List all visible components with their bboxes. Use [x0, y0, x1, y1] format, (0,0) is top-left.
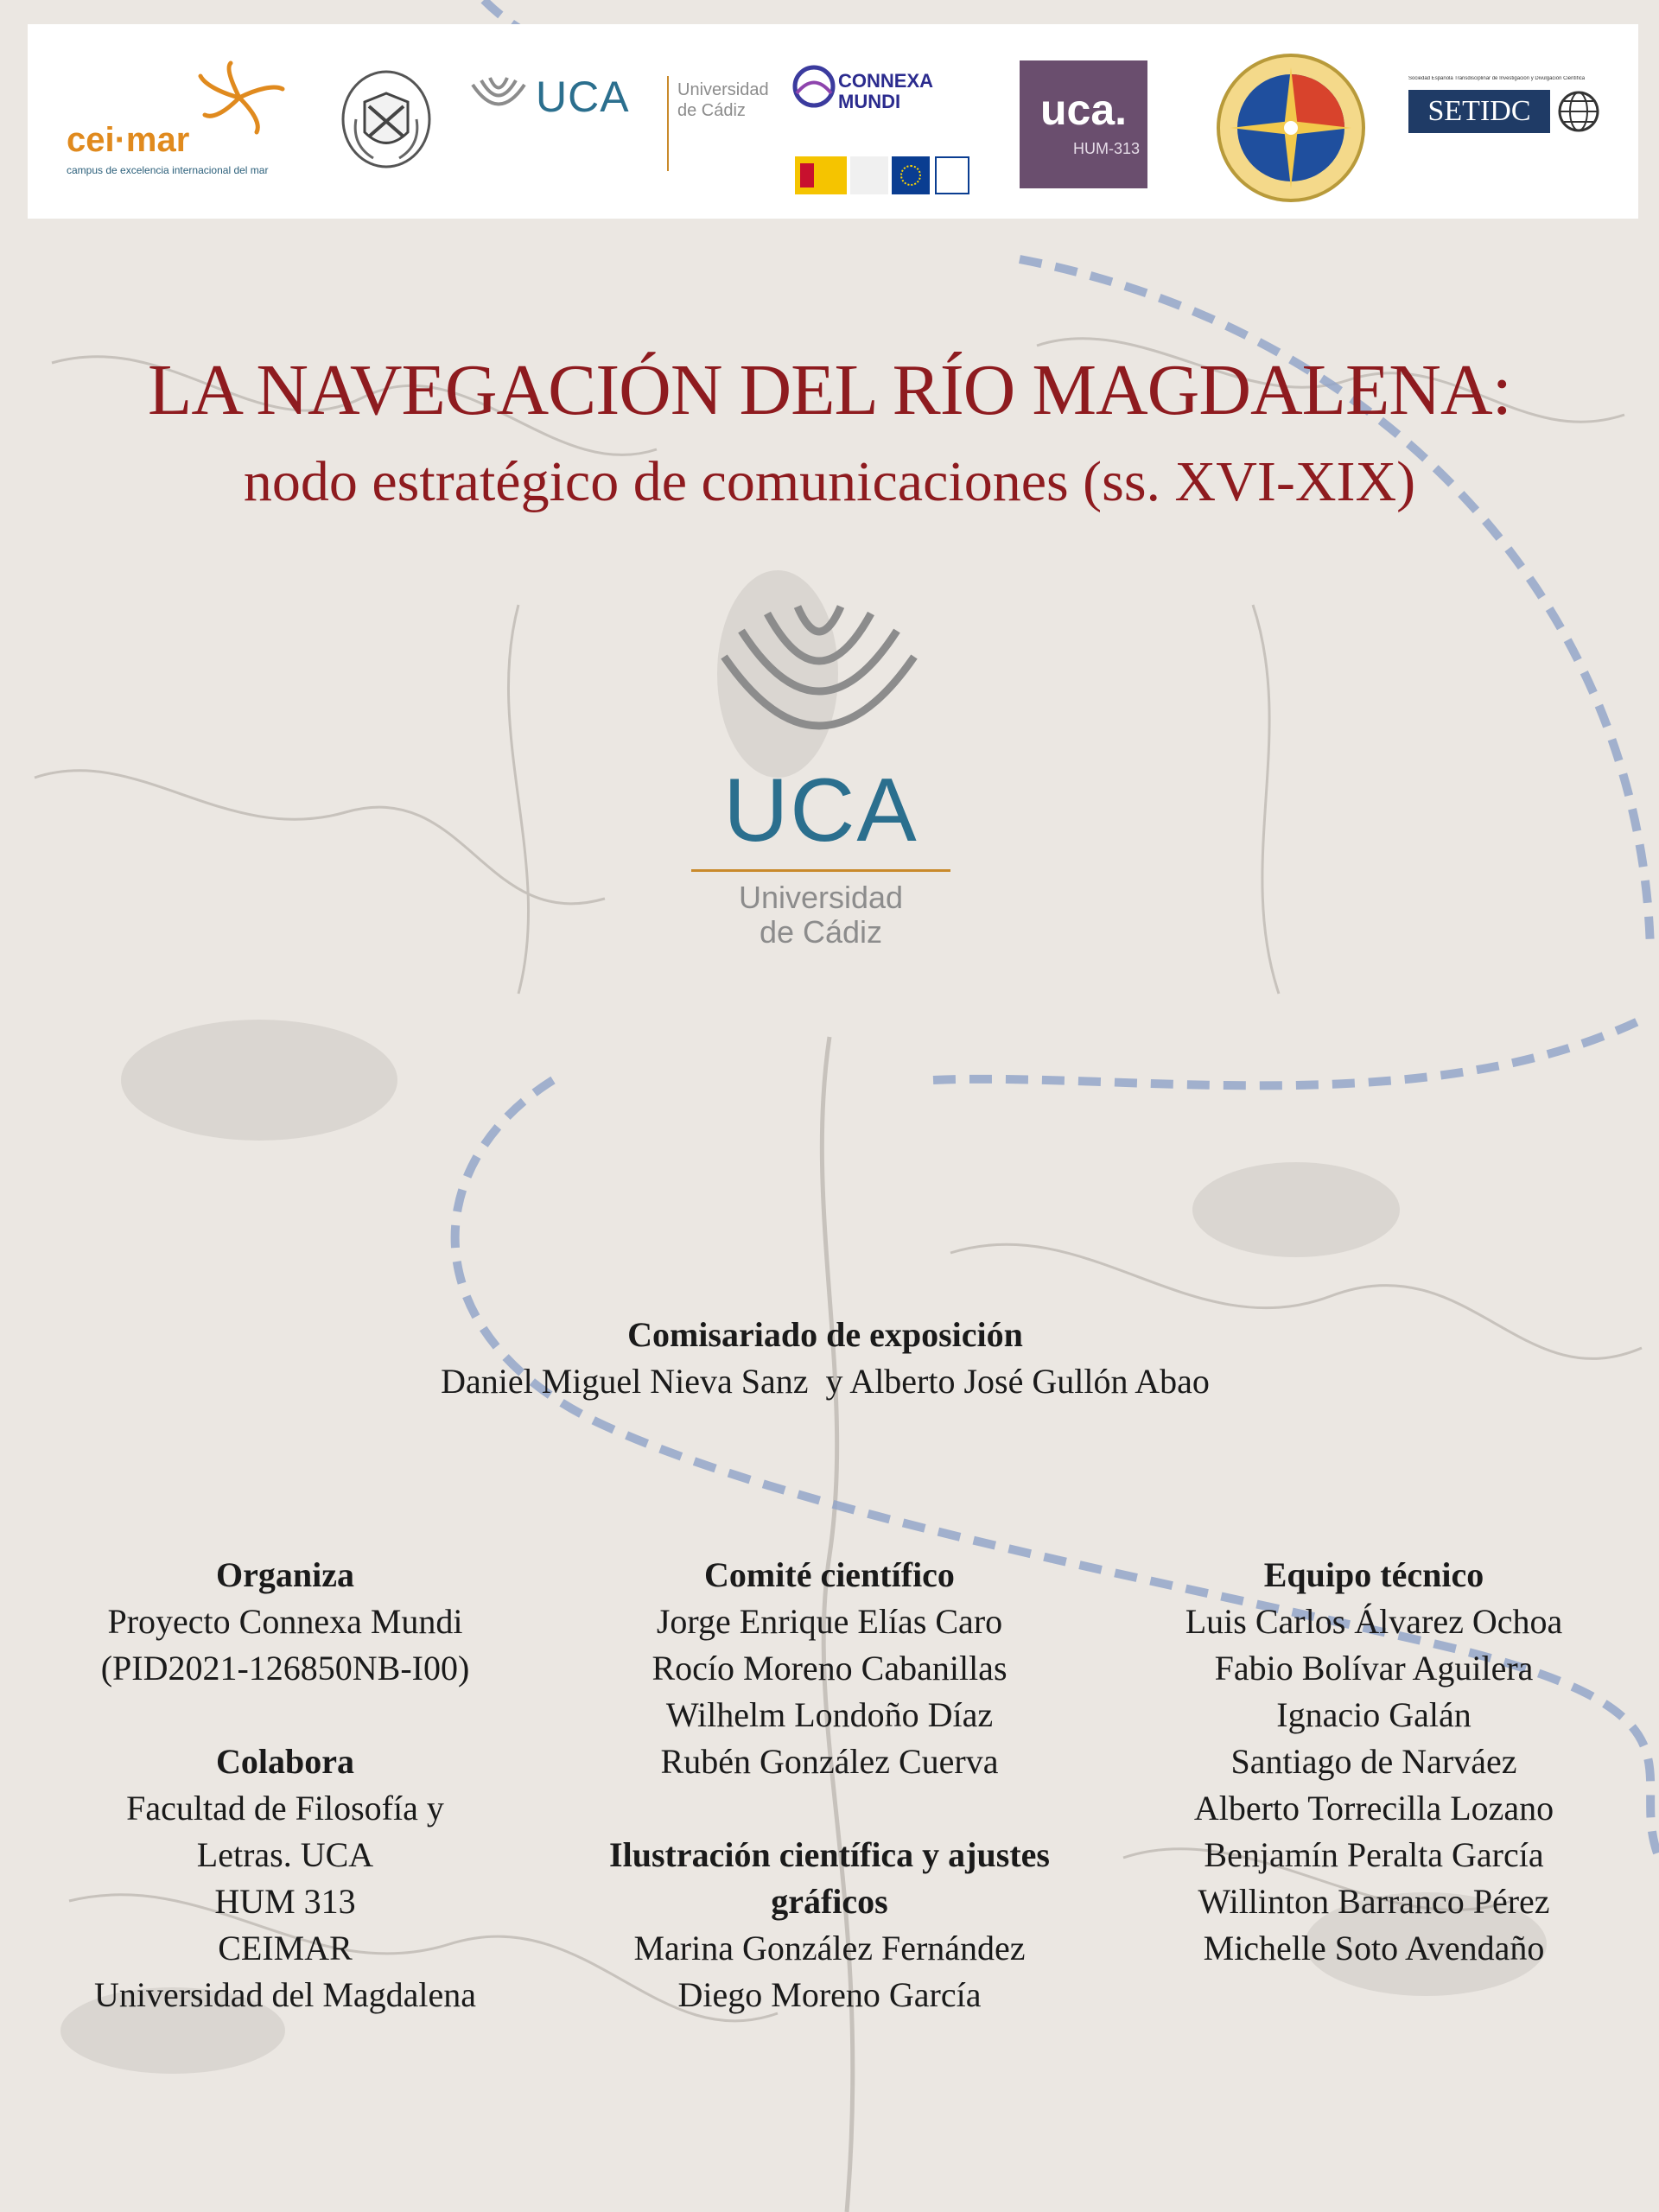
ceimar-tagline: campus de excelencia internacional del mar [67, 164, 269, 176]
uca-small-letters: UCA [536, 73, 630, 121]
uca-small-univ: Universidad [677, 80, 769, 99]
organiza-heading: Organiza [216, 1555, 354, 1594]
colabora-line: HUM 313 [214, 1882, 356, 1921]
uca-main-city: de Cádiz [759, 914, 883, 950]
sponsor-logo-bar [28, 24, 1638, 219]
setidc-name: SETIDC [1408, 90, 1550, 133]
ilustracion-heading-line2: gráficos [771, 1882, 888, 1921]
equipo-line: Santiago de Narváez [1230, 1742, 1517, 1781]
comite-line: Rubén González Cuerva [660, 1742, 999, 1781]
curators-heading: Comisariado de exposición [627, 1315, 1023, 1354]
colabora-line: Universidad del Magdalena [93, 1975, 477, 2014]
organiza-line: Proyecto Connexa Mundi [107, 1602, 463, 1641]
comite-heading: Comité científico [704, 1555, 955, 1594]
equipo-line: Fabio Bolívar Aguilera [1214, 1649, 1534, 1688]
curators-names: Daniel Miguel Nieva Sanz y Alberto José Gullón Abao [441, 1362, 1210, 1401]
equipo-line: Ignacio Galán [1276, 1695, 1471, 1734]
starfish-icon [188, 59, 291, 137]
exhibition-subtitle: nodo estratégico de comunicaciones (ss. XVI-XIX) [243, 450, 1416, 513]
middle-credits-column [553, 1552, 1106, 2018]
magdalena-seal-icon [1213, 50, 1369, 206]
setidc-tagline: Sociedad Española Transdisciplinar de Investigación y Divulgación Científica [1408, 76, 1586, 81]
equipo-line: Luis Carlos Álvarez Ochoa [1185, 1602, 1563, 1641]
uca-small-city: de Cádiz [677, 101, 746, 120]
uca-hum-code: HUM-313 [1073, 140, 1141, 157]
curators-block [259, 1312, 1391, 1405]
connexa-line1: CONNEXA [838, 70, 934, 92]
comite-line: Rocío Moreno Cabanillas [652, 1649, 1007, 1688]
ilustracion-heading-line1: Ilustración científica y ajustes [609, 1835, 1050, 1874]
uca-hum-name: uca. [1039, 86, 1128, 134]
ceimar-logo [67, 59, 326, 188]
exhibition-title: LA NAVEGACIÓN DEL RÍO MAGDALENA: [148, 350, 1511, 430]
uca-main-letters: UCA [723, 760, 918, 861]
colabora-line: Facultad de Filosofía y [126, 1789, 444, 1827]
uca-wheat-icon [468, 76, 529, 124]
uca-main-logo [683, 605, 959, 968]
comite-line: Jorge Enrique Elías Caro [656, 1602, 1003, 1641]
connexa-mundi-logo [788, 63, 987, 210]
ceimar-name: cei·mar [67, 121, 190, 159]
connexa-icon [788, 63, 840, 111]
globe-icon [1557, 90, 1600, 133]
uca-wheat-emblem-icon [715, 605, 923, 760]
equipo-heading: Equipo técnico [1263, 1555, 1484, 1594]
ministry-label-block [850, 156, 888, 194]
uca-divider [667, 76, 669, 171]
faculty-crest-logo [339, 67, 434, 171]
left-credits-column [35, 1552, 536, 2018]
eu-flag-icon [892, 156, 930, 194]
ilustracion-line: Marina González Fernández [633, 1929, 1026, 1967]
equipo-line: Benjamín Peralta García [1204, 1835, 1544, 1874]
connexa-line2: MUNDI [838, 91, 901, 112]
colabora-line: CEIMAR [218, 1929, 353, 1967]
right-credits-column [1123, 1552, 1624, 1972]
spain-government-emblem [795, 156, 847, 194]
colabora-line: Letras. UCA [196, 1835, 374, 1874]
organiza-line: (PID2021-126850NB-I00) [100, 1649, 470, 1688]
uca-hum-313-logo [1020, 60, 1147, 188]
uca-main-divider [691, 869, 950, 872]
universidad-magdalena-seal [1213, 50, 1369, 206]
equipo-line: Willinton Barranco Pérez [1198, 1882, 1550, 1921]
equipo-line: Alberto Torrecilla Lozano [1193, 1789, 1554, 1827]
equipo-line: Michelle Soto Avendaño [1203, 1929, 1545, 1967]
uca-main-univ: Universidad [738, 880, 904, 915]
ilustracion-line: Diego Moreno García [677, 1975, 982, 2014]
comite-line: Wilhelm Londoño Díaz [665, 1695, 994, 1734]
uca-small-logo [468, 72, 779, 175]
setidc-logo [1408, 76, 1616, 171]
research-agency-icon [935, 156, 969, 194]
colabora-heading: Colabora [216, 1742, 354, 1781]
crest-icon [339, 67, 434, 171]
